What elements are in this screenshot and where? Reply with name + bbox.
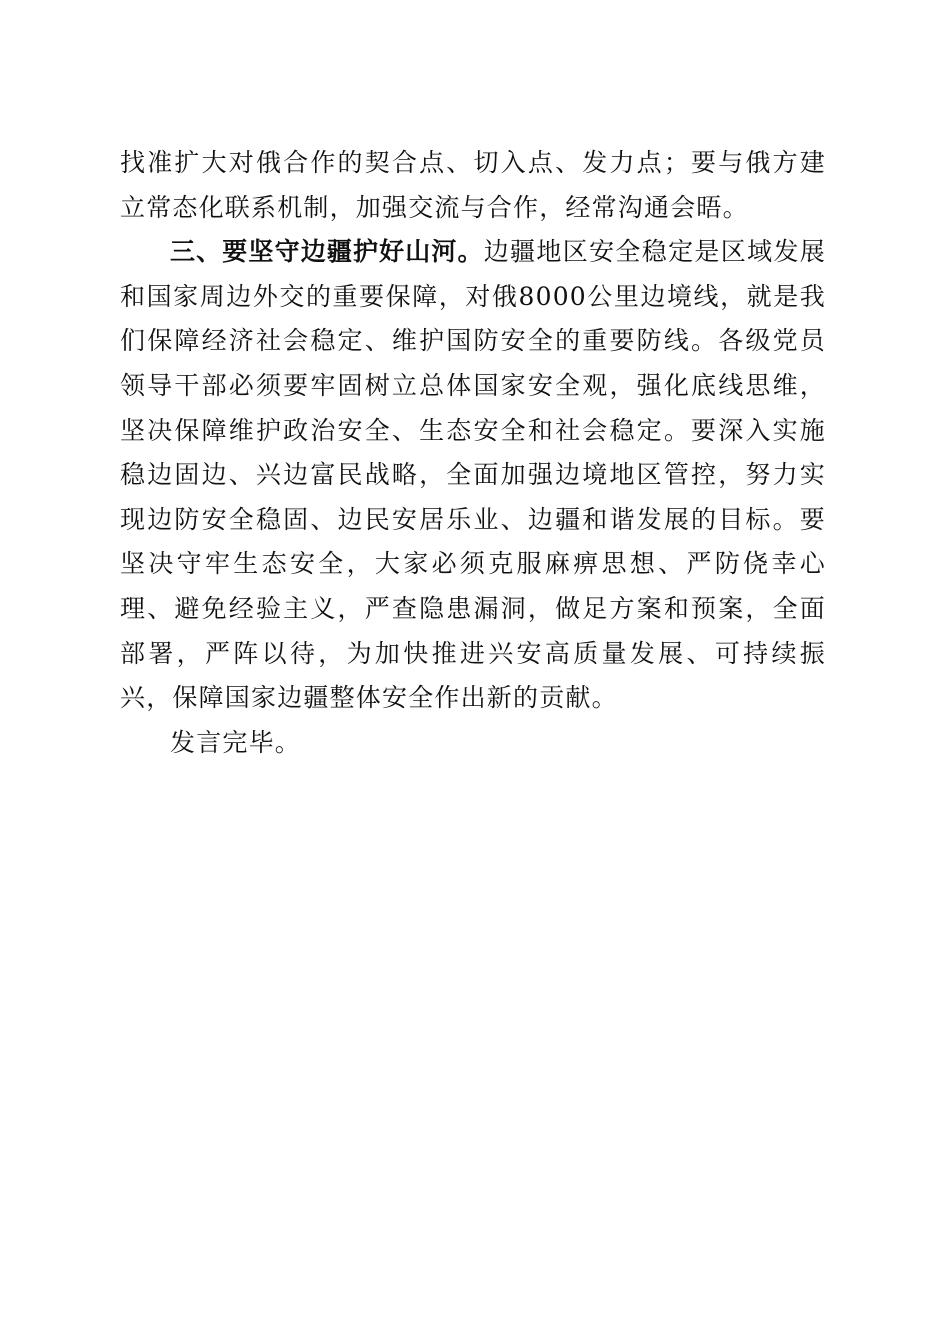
paragraph-text: 边疆地区安全稳定是区域发展和国家周边外交的重要保障，对俄8000公里边境线，就是我们保障经济社会稳定、维护国防安全的重要防线。各级党员领导干部必须要牢固树立总体国家安全观，强化底线思维，坚决保障维护政治安全、生态安全和社会稳定。要深入实施稳边固边、兴边富民战略，全面加强边境地区管控，努力实现边防安全稳固、边民安居乐业、边疆和谐发展的目标。要坚决守牢生态安全，大家必须克服麻痹思想、严防侥幸心理、避免经验主义，严查隐患漏洞，做足方案和预案，全面部署，严阵以待，为加快推进兴安高质量发展、可持续振兴，保障国家边疆整体安全作出新的贡献。 xyxy=(120,237,826,713)
paragraph-closing xyxy=(120,721,826,766)
paragraph-text: 找准扩大对俄合作的契合点、切入点、发力点；要与俄方建立常态化联系机制，加强交流与合作，经常沟通会晤。 xyxy=(120,148,826,222)
document-body xyxy=(120,141,826,765)
paragraph-section-three xyxy=(120,230,826,721)
paragraph-continuation xyxy=(120,141,826,230)
section-heading: 三、要坚守边疆护好山河。 xyxy=(170,237,484,267)
closing-text: 发言完毕。 xyxy=(170,727,302,757)
